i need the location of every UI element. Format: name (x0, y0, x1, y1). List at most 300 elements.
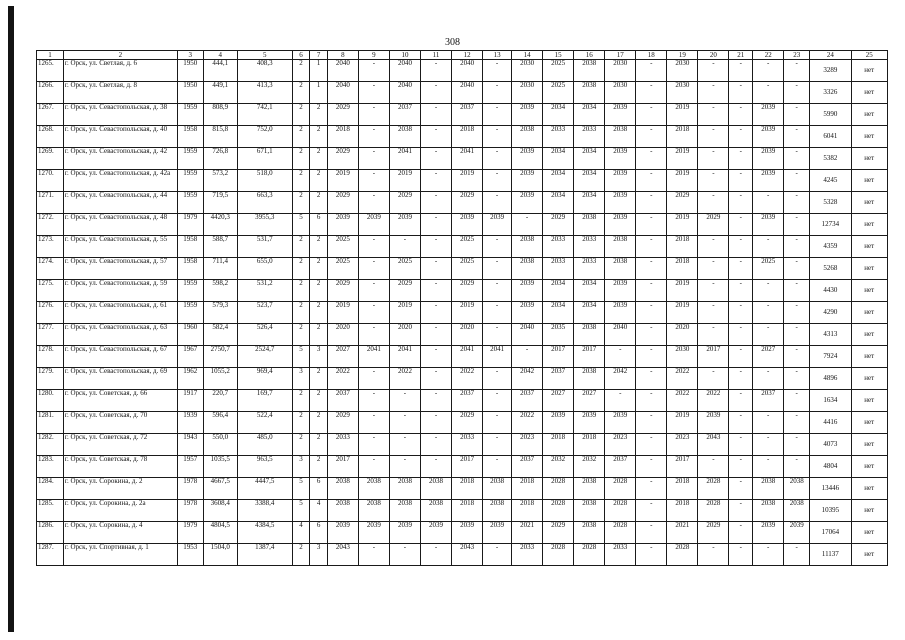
value-cell: 2 (310, 302, 328, 324)
value-cell: 523,7 (237, 302, 292, 324)
value-cell: - (421, 148, 452, 170)
value-cell: 2038 (421, 500, 452, 522)
value-cell: - (636, 544, 667, 566)
value-cell: 2019 (667, 104, 698, 126)
value-cell: 2019 (389, 170, 420, 192)
column-number-header: 2 (63, 51, 177, 60)
value-cell: - (483, 82, 512, 104)
value-cell: 2039 (753, 148, 784, 170)
status-cell: нет (851, 192, 887, 214)
table-header-row (37, 51, 888, 60)
value-cell: 2041 (452, 148, 483, 170)
value-cell: 3 (292, 456, 310, 478)
value-cell: 1959 (177, 280, 203, 302)
value-cell: 1979 (177, 522, 203, 544)
column-number-header: 12 (452, 51, 483, 60)
status-cell: нет (851, 412, 887, 434)
value-cell: 2033 (543, 258, 574, 280)
value-cell: 2019 (327, 170, 358, 192)
value-cell: 6 (310, 522, 328, 544)
table-row (37, 280, 888, 302)
value-cell: - (753, 82, 784, 104)
value-cell: 2038 (753, 478, 784, 500)
value-cell: 2032 (543, 456, 574, 478)
value-cell: 6 (310, 478, 328, 500)
value-cell: 2028 (698, 500, 729, 522)
value-cell: 2038 (784, 500, 810, 522)
value-cell: 2038 (574, 60, 605, 82)
value-cell: 2039 (605, 280, 636, 302)
value-cell: 2038 (574, 82, 605, 104)
column-number-header: 21 (729, 51, 753, 60)
value-cell: 2030 (512, 82, 543, 104)
value-cell: 2038 (483, 500, 512, 522)
value-cell: 2022 (389, 368, 420, 390)
table-row (37, 126, 888, 148)
value-cell: 2025 (327, 258, 358, 280)
status-cell: нет (851, 390, 887, 412)
value-cell: 2 (310, 258, 328, 280)
address-cell: г. Орск, ул. Севастопольская, д. 55 (63, 236, 177, 258)
value-cell: 2030 (512, 60, 543, 82)
value-cell: - (483, 456, 512, 478)
column-number-header: 25 (851, 51, 887, 60)
value-cell: - (483, 434, 512, 456)
value-cell: - (483, 192, 512, 214)
value-cell: - (483, 302, 512, 324)
status-cell: нет (851, 500, 887, 522)
table-row (37, 192, 888, 214)
total-cell: 4359 (810, 236, 851, 258)
table-row (37, 324, 888, 346)
value-cell: - (698, 192, 729, 214)
value-cell: - (784, 544, 810, 566)
value-cell: 2039 (753, 104, 784, 126)
value-cell: 2041 (389, 346, 420, 368)
value-cell: 4667,5 (203, 478, 237, 500)
value-cell: 2042 (512, 368, 543, 390)
value-cell: - (784, 192, 810, 214)
value-cell: - (483, 236, 512, 258)
value-cell: 2020 (452, 324, 483, 346)
value-cell: 2 (292, 60, 310, 82)
column-number-header: 14 (512, 51, 543, 60)
value-cell: 2028 (543, 500, 574, 522)
value-cell: 2 (292, 170, 310, 192)
value-cell: 1939 (177, 412, 203, 434)
status-cell: нет (851, 302, 887, 324)
table-row (37, 236, 888, 258)
value-cell: 2030 (605, 60, 636, 82)
value-cell: 2 (310, 434, 328, 456)
value-cell: 2037 (753, 390, 784, 412)
table-row (37, 434, 888, 456)
value-cell: 815,8 (203, 126, 237, 148)
row-number-cell: 1275. (37, 280, 64, 302)
value-cell: - (698, 258, 729, 280)
value-cell: - (421, 192, 452, 214)
value-cell: 2033 (512, 544, 543, 566)
value-cell: - (636, 60, 667, 82)
value-cell: - (753, 302, 784, 324)
value-cell: 2018 (512, 500, 543, 522)
value-cell: 2018 (327, 126, 358, 148)
value-cell: 2028 (543, 544, 574, 566)
value-cell: - (729, 126, 753, 148)
value-cell: 2043 (327, 544, 358, 566)
value-cell: - (729, 280, 753, 302)
value-cell: - (784, 390, 810, 412)
value-cell: 2039 (327, 522, 358, 544)
value-cell: 5 (292, 478, 310, 500)
total-cell: 5268 (810, 258, 851, 280)
value-cell: 2 (292, 390, 310, 412)
value-cell: 2039 (605, 170, 636, 192)
value-cell: - (784, 346, 810, 368)
total-cell: 11137 (810, 544, 851, 566)
total-cell: 4804 (810, 456, 851, 478)
address-cell: г. Орск, ул. Севастопольская, д. 42а (63, 170, 177, 192)
value-cell: 4 (292, 522, 310, 544)
value-cell: 2041 (389, 148, 420, 170)
value-cell: 2039 (605, 214, 636, 236)
column-number-header: 9 (358, 51, 389, 60)
total-cell: 4290 (810, 302, 851, 324)
value-cell: 2029 (452, 280, 483, 302)
value-cell: 1979 (177, 214, 203, 236)
status-cell: нет (851, 368, 887, 390)
value-cell: 2019 (667, 412, 698, 434)
value-cell: - (358, 60, 389, 82)
value-cell: - (483, 148, 512, 170)
value-cell: 2 (292, 412, 310, 434)
status-cell: нет (851, 60, 887, 82)
value-cell: - (784, 104, 810, 126)
status-cell: нет (851, 104, 887, 126)
value-cell: 1959 (177, 170, 203, 192)
value-cell: - (729, 192, 753, 214)
value-cell: 4447,5 (237, 478, 292, 500)
value-cell: 2020 (389, 324, 420, 346)
total-cell: 4896 (810, 368, 851, 390)
value-cell: 2018 (574, 434, 605, 456)
value-cell: - (358, 302, 389, 324)
value-cell: 2023 (512, 434, 543, 456)
value-cell: - (483, 324, 512, 346)
value-cell: - (483, 170, 512, 192)
row-number-cell: 1282. (37, 434, 64, 456)
value-cell: - (358, 82, 389, 104)
value-cell: 2018 (452, 478, 483, 500)
value-cell: - (389, 412, 420, 434)
value-cell: - (421, 258, 452, 280)
value-cell: - (636, 148, 667, 170)
value-cell: 2017 (452, 456, 483, 478)
value-cell: 2039 (452, 214, 483, 236)
value-cell: 2021 (512, 522, 543, 544)
value-cell: 2028 (667, 544, 698, 566)
address-cell: г. Орск, ул. Севастопольская, д. 59 (63, 280, 177, 302)
address-cell: г. Орск, ул. Советская, д. 66 (63, 390, 177, 412)
value-cell: 2038 (605, 126, 636, 148)
value-cell: - (636, 258, 667, 280)
value-cell: - (729, 236, 753, 258)
value-cell: - (483, 258, 512, 280)
value-cell: 2038 (574, 214, 605, 236)
row-number-cell: 1284. (37, 478, 64, 500)
value-cell: - (698, 104, 729, 126)
value-cell: - (483, 368, 512, 390)
value-cell: 1958 (177, 126, 203, 148)
value-cell: - (729, 258, 753, 280)
value-cell: 1967 (177, 346, 203, 368)
value-cell: - (358, 126, 389, 148)
value-cell: 2038 (327, 478, 358, 500)
value-cell: 596,4 (203, 412, 237, 434)
value-cell: 2022 (667, 368, 698, 390)
value-cell: 2039 (753, 522, 784, 544)
value-cell: 2023 (667, 434, 698, 456)
value-cell: 1950 (177, 82, 203, 104)
value-cell: 2039 (358, 214, 389, 236)
value-cell: 2039 (605, 148, 636, 170)
value-cell: 2033 (543, 126, 574, 148)
status-cell: нет (851, 82, 887, 104)
value-cell: - (784, 214, 810, 236)
value-cell: - (784, 456, 810, 478)
value-cell: 2029 (452, 412, 483, 434)
value-cell: - (421, 434, 452, 456)
value-cell: 2027 (543, 390, 574, 412)
table-row (37, 60, 888, 82)
value-cell: 2043 (452, 544, 483, 566)
table-row (37, 104, 888, 126)
value-cell: 2039 (512, 170, 543, 192)
value-cell: - (483, 104, 512, 126)
value-cell: 2017 (543, 346, 574, 368)
value-cell: 2022 (667, 390, 698, 412)
value-cell: 2039 (512, 280, 543, 302)
value-cell: - (421, 324, 452, 346)
value-cell: 2022 (452, 368, 483, 390)
value-cell: 2039 (421, 522, 452, 544)
value-cell: 5 (292, 214, 310, 236)
value-cell: 2028 (543, 478, 574, 500)
address-cell: г. Орск, ул. Севастопольская, д. 61 (63, 302, 177, 324)
row-number-cell: 1285. (37, 500, 64, 522)
address-cell: г. Орск, ул. Спортивная, д. 1 (63, 544, 177, 566)
value-cell: 2039 (512, 302, 543, 324)
value-cell: - (753, 368, 784, 390)
value-cell: 1953 (177, 544, 203, 566)
value-cell: - (729, 522, 753, 544)
value-cell: 2 (310, 324, 328, 346)
value-cell: 2 (310, 280, 328, 302)
value-cell: 2041 (358, 346, 389, 368)
value-cell: 2524,7 (237, 346, 292, 368)
value-cell: - (421, 456, 452, 478)
value-cell: - (636, 82, 667, 104)
total-cell: 4430 (810, 280, 851, 302)
status-cell: нет (851, 456, 887, 478)
column-number-header: 11 (421, 51, 452, 60)
value-cell: 6 (310, 214, 328, 236)
value-cell: - (698, 236, 729, 258)
table-row (37, 522, 888, 544)
value-cell: 2029 (327, 412, 358, 434)
value-cell: - (512, 346, 543, 368)
value-cell: 2 (292, 236, 310, 258)
column-number-header: 20 (698, 51, 729, 60)
value-cell: 1958 (177, 258, 203, 280)
value-cell: - (729, 434, 753, 456)
status-cell: нет (851, 214, 887, 236)
value-cell: 2039 (512, 192, 543, 214)
address-cell: г. Орск, ул. Севастопольская, д. 63 (63, 324, 177, 346)
value-cell: 655,0 (237, 258, 292, 280)
value-cell: - (358, 104, 389, 126)
value-cell: 413,3 (237, 82, 292, 104)
value-cell: 2 (292, 280, 310, 302)
value-cell: 2032 (574, 456, 605, 478)
value-cell: 2039 (784, 522, 810, 544)
value-cell: - (421, 368, 452, 390)
address-cell: г. Орск, ул. Севастопольская, д. 48 (63, 214, 177, 236)
total-cell: 4313 (810, 324, 851, 346)
value-cell: 550,0 (203, 434, 237, 456)
value-cell: 808,9 (203, 104, 237, 126)
value-cell: 2018 (512, 478, 543, 500)
value-cell: 2038 (421, 478, 452, 500)
value-cell: - (753, 544, 784, 566)
value-cell: 2018 (452, 126, 483, 148)
status-cell: нет (851, 434, 887, 456)
value-cell: 2018 (667, 258, 698, 280)
value-cell: - (698, 126, 729, 148)
value-cell: 2025 (452, 236, 483, 258)
table-row (37, 258, 888, 280)
value-cell: 2 (310, 104, 328, 126)
value-cell: - (483, 126, 512, 148)
value-cell: 2018 (667, 126, 698, 148)
value-cell: 2038 (574, 522, 605, 544)
value-cell: 2035 (543, 324, 574, 346)
value-cell: 2037 (512, 390, 543, 412)
value-cell: - (636, 192, 667, 214)
value-cell: 526,4 (237, 324, 292, 346)
value-cell: 444,1 (203, 60, 237, 82)
value-cell: 2038 (327, 500, 358, 522)
value-cell: 1962 (177, 368, 203, 390)
table-row (37, 82, 888, 104)
value-cell: - (729, 478, 753, 500)
row-number-cell: 1271. (37, 192, 64, 214)
value-cell: - (605, 346, 636, 368)
value-cell: 2038 (753, 500, 784, 522)
address-cell: г. Орск, ул. Советская, д. 72 (63, 434, 177, 456)
value-cell: 2034 (543, 192, 574, 214)
value-cell: 2028 (605, 500, 636, 522)
value-cell: - (636, 522, 667, 544)
value-cell: - (512, 214, 543, 236)
value-cell: 2018 (667, 478, 698, 500)
column-number-header: 4 (203, 51, 237, 60)
row-number-cell: 1279. (37, 368, 64, 390)
column-number-header: 1 (37, 51, 64, 60)
value-cell: 2038 (358, 478, 389, 500)
value-cell: - (421, 126, 452, 148)
value-cell: 3 (310, 544, 328, 566)
page-number: 308 (445, 37, 460, 48)
value-cell: 2038 (512, 258, 543, 280)
total-cell: 3289 (810, 60, 851, 82)
value-cell: 2038 (483, 478, 512, 500)
value-cell: 2030 (605, 82, 636, 104)
status-cell: нет (851, 258, 887, 280)
value-cell: 2037 (389, 104, 420, 126)
value-cell: 2029 (452, 192, 483, 214)
value-cell: - (784, 236, 810, 258)
value-cell: 2019 (389, 302, 420, 324)
address-cell: г. Орск, ул. Севастопольская, д. 44 (63, 192, 177, 214)
value-cell: - (636, 104, 667, 126)
table-row (37, 148, 888, 170)
status-cell: нет (851, 280, 887, 302)
value-cell: 2 (310, 390, 328, 412)
address-cell: г. Орск, ул. Сорокина, д. 4 (63, 522, 177, 544)
value-cell: 2039 (753, 214, 784, 236)
row-number-cell: 1278. (37, 346, 64, 368)
row-number-cell: 1276. (37, 302, 64, 324)
value-cell: 2034 (574, 148, 605, 170)
value-cell: 2028 (698, 478, 729, 500)
value-cell: 2040 (452, 82, 483, 104)
column-number-header: 5 (237, 51, 292, 60)
value-cell: 2039 (358, 522, 389, 544)
value-cell: - (753, 60, 784, 82)
column-number-header: 15 (543, 51, 574, 60)
value-cell: 2 (310, 236, 328, 258)
value-cell: 4420,3 (203, 214, 237, 236)
value-cell: - (729, 82, 753, 104)
table-row (37, 500, 888, 522)
value-cell: - (784, 170, 810, 192)
value-cell: 2033 (452, 434, 483, 456)
value-cell: 2025 (543, 82, 574, 104)
value-cell: 2020 (667, 324, 698, 346)
value-cell: - (698, 60, 729, 82)
value-cell: 2040 (452, 60, 483, 82)
value-cell: 2018 (543, 434, 574, 456)
value-cell: 598,2 (203, 280, 237, 302)
value-cell: - (358, 236, 389, 258)
value-cell: 2038 (574, 478, 605, 500)
value-cell: 1950 (177, 60, 203, 82)
value-cell: - (358, 258, 389, 280)
value-cell: 4 (310, 500, 328, 522)
address-cell: г. Орск, ул. Сорокина, д. 2 (63, 478, 177, 500)
total-cell: 13446 (810, 478, 851, 500)
value-cell: - (698, 170, 729, 192)
value-cell: - (784, 368, 810, 390)
row-number-cell: 1272. (37, 214, 64, 236)
value-cell: 531,7 (237, 236, 292, 258)
value-cell: - (636, 390, 667, 412)
total-cell: 4073 (810, 434, 851, 456)
value-cell: 2038 (389, 478, 420, 500)
value-cell: 2025 (452, 258, 483, 280)
value-cell: - (729, 148, 753, 170)
